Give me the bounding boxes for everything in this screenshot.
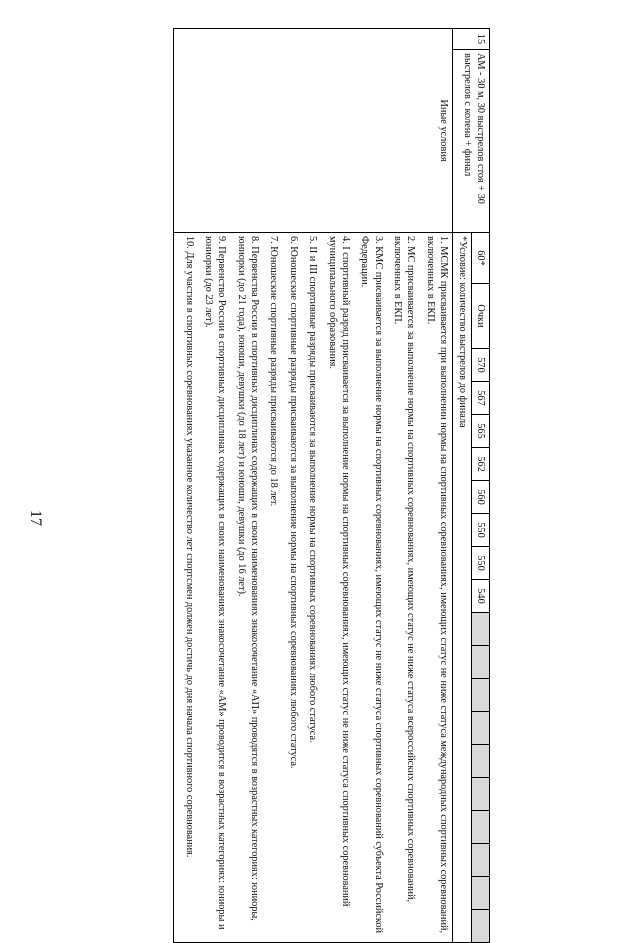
discipline-cell: АМ - 30 м, 30 выстрелов стоя + 30 выстрелов с колена + финал [453, 50, 490, 233]
score-cell: 540 [471, 580, 489, 613]
shaded-cell [471, 712, 489, 745]
points-label-cell: Очки [471, 284, 489, 349]
condition-item: 8. Первенства России в спортивных дисциплинах содержащих в своих наименованиях знакосочетание «АП» проводятся в возрастных категориях: юниоры, юниорки (до 21 года), юноши, девушки (до 18 лет) и юноши, девушки (до 16 лет). [235, 236, 261, 921]
shaded-cell [471, 646, 489, 679]
conditions-label: Иные условия [174, 29, 453, 233]
standards-table [173, 28, 490, 943]
shaded-cell [471, 679, 489, 712]
condition-item: 1. МСМК присваивается при выполнении нормы на спортивных соревнованиях, имеющих статус не ниже статуса международных спортивных соревнований, включенных в ЕКП. [424, 236, 450, 934]
score-cell: 562 [471, 448, 489, 481]
condition-item: 4. I спортивный разряд присваивается за выполнение нормы на спортивных соревнованиях, имеющих статус не ниже статуса спортивных соревнований муниципального образования. [326, 236, 351, 907]
shaded-cell [471, 910, 489, 943]
condition-item: 3. КМС присваивается за выполнение нормы на спортивных соревнованиях, имеющих статус не ниже статуса спортивных соревнований субъекта Российской Федерации. [359, 236, 384, 934]
shaded-cell [471, 745, 489, 778]
condition-item: 10. Для участия в спортивных соревнованиях указанное количество лет спортсмен должен достичь до дня начала спортивного соревнования. [183, 236, 195, 858]
page-number: 17 [27, 510, 44, 526]
score-cell: 570 [471, 349, 489, 382]
table-row [174, 29, 453, 943]
table-row [471, 29, 489, 943]
shaded-cell [471, 811, 489, 844]
note-cell: *Условие: количество выстрелов до финала [453, 233, 471, 943]
rotated-table-sheet [70, 28, 490, 934]
shaded-cell [471, 613, 489, 646]
condition-item: 2. МС присваивается за выполнение нормы на спортивных соревнованиях, имеющих статус не ниже статуса всероссийских спортивных соревнований, включенных в ЕКП. [392, 236, 417, 903]
condition-item: 7. Юношеские спортивные разряды присваиваются до 18 лет. [268, 236, 280, 507]
percent-cell: 60* [471, 233, 489, 284]
shaded-cell [471, 844, 489, 877]
shaded-cell [471, 778, 489, 811]
condition-item: 6. Юношеские спортивные разряды присваиваются за выполнение нормы на спортивных соревнованиях любого статуса. [287, 236, 299, 769]
conditions-cell [174, 233, 453, 943]
condition-item: 5. II и III спортивные разряды присваиваются за выполнение нормы на спортивных соревнованиях любого статуса. [307, 236, 319, 743]
condition-item: 9. Первенство России в спортивных дисциплинах содержащих в своих наименованиях знакосочетание «АМ» проводится в возрастных категориях: юниоры и юниорки (до 23 лет). [203, 236, 228, 930]
row-number: 15 [453, 29, 490, 50]
score-cell: 550 [471, 547, 489, 580]
score-cell: 565 [471, 415, 489, 448]
score-cell: 567 [471, 382, 489, 415]
score-cell: 550 [471, 514, 489, 547]
score-cell: 560 [471, 481, 489, 514]
